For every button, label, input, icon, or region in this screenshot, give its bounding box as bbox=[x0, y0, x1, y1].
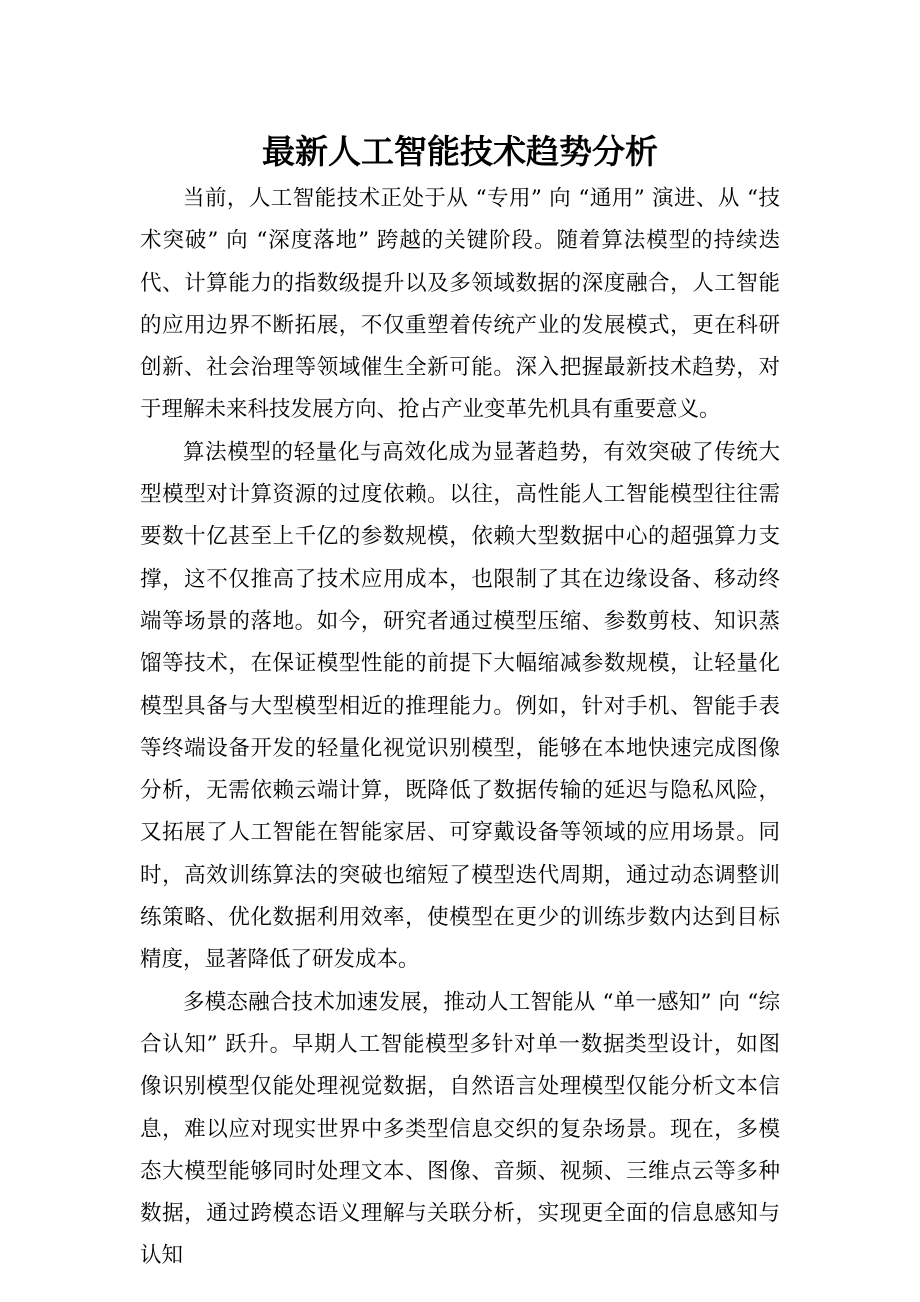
paragraph-lightweight-models: 算法模型的轻量化与高效化成为显著趋势，有效突破了传统大型模型对计算资源的过度依赖。以往，高性能人工智能模型往往需要数十亿甚至上千亿的参数规模，依赖大型数据中心的超强算力支撑，这不仅推高了技术应用成本，也限制了其在边缘设备、移动终端等场景的落地。如今，研究者通过模型压缩、参数剪枝、知识蒸馏等技术，在保证模型性能的前提下大幅缩减参数规模，让轻量化模型具备与大型模型相近的推理能力。例如，针对手机、智能手表等终端设备开发的轻量化视觉识别模型，能够在本地快速完成图像分析，无需依赖云端计算，既降低了数据传输的延迟与隐私风险，又拓展了人工智能在智能家居、可穿戴设备等领域的应用场景。同时，高效训练算法的突破也缩短了模型迭代周期，通过动态调整训练策略、优化数据利用效率，使模型在更少的训练步数内达到目标精度，显著降低了研发成本。 bbox=[140, 439, 780, 973]
document-title: 最新人工智能技术趋势分析 bbox=[262, 132, 658, 171]
document-body bbox=[140, 178, 780, 1278]
paragraph-multimodal-fusion: 多模态融合技术加速发展，推动人工智能从 “单一感知” 向 “综合认知” 跃升。早期人工智能模型多针对单一数据类型设计，如图像识别模型仅能处理视觉数据，自然语言处理模型仅能分析文本信息，难以应对现实世界中多类型信息交织的复杂场景。现在，多模态大模型能够同时处理文本、图像、音频、视频、三维点云等多种数据，通过跨模态语义理解与关联分析，实现更全面的信息感知与认知 bbox=[140, 989, 780, 1269]
paragraph-intro: 当前，人工智能技术正处于从 “专用” 向 “通用” 演进、从 “技术突破” 向 “深度落地” 跨越的关键阶段。随着算法模型的持续迭代、计算能力的指数级提升以及多领域数据的深度融合，人工智能的应用边界不断拓展，不仅重塑着传统产业的发展模式，更在科研创新、社会治理等领域催生全新可能。深入把握最新技术趋势，对于理解未来科技发展方向、抢占产业变革先机具有重要意义。 bbox=[140, 186, 780, 423]
